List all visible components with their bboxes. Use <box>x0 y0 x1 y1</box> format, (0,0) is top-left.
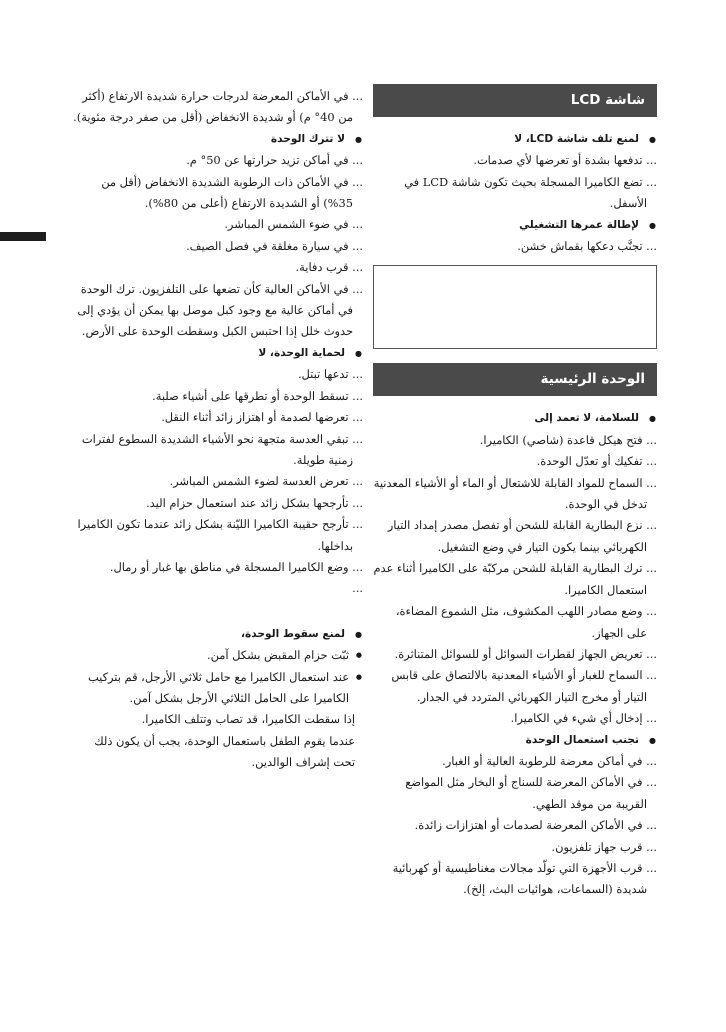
lcd-item-1: ... تدفعها بشدة أو تعرضها لأي صدمات. <box>473 153 657 168</box>
continued-item-1: ... في الأماكن المعرضة لدرجات حرارة شديدة الارتفاع (أكثر من 40° م) أو شديدة الانخفاض (أقل من صفر درجة مئوية). <box>73 89 363 125</box>
protect-item-9: ... <box>352 581 363 596</box>
avoid-item-1: ... في أماكن معرضة للرطوبة العالية أو الغبار. <box>442 753 657 768</box>
safety-item-4: ... نزع البطارية القابلة للشحن أو تفصل مصدر إمداد التيار الكهربائي بينما يكون التيار في وضع التشغيل. <box>387 518 657 554</box>
section-tab-marker <box>0 232 46 241</box>
protect-item-6: ... تأرجحها بشكل زائد عند استعمال حزام اليد. <box>146 495 363 510</box>
lcd-life-heading: ● لإطالة عمرها التشغيلي <box>373 215 657 236</box>
safety-heading: ● للسلامة، لا تعمد إلى <box>373 408 657 429</box>
empty-note-box <box>373 265 657 349</box>
protect-item-5: ... تعرض العدسة لضوء الشمس المباشر. <box>169 474 363 489</box>
right-column <box>373 84 657 901</box>
protect-unit-heading: ● لحماية الوحدة، لا <box>70 343 363 364</box>
prevent-fall-note-2: عندما يقوم الطفل باستعمال الوحدة، يجب أن يكون ذلك تحت إشراف الوالدين. <box>94 733 355 770</box>
protect-item-7: ... تأرجح حقيبة الكاميرا الليّنة بشكل زائد عندما تكون الكاميرا بداخلها. <box>77 517 363 553</box>
prevent-fall-note-1: إذا سقطت الكاميرا، قد تصاب وتتلف الكاميرا. <box>141 712 355 727</box>
safety-item-3: ... السماح للمواد القابلة للاشتعال أو الماء أو الأشياء المعدنية تدخل في الوحدة. <box>373 475 657 512</box>
lcd-life-item-1: ... تجنَّب دعكها بقماش خشن. <box>517 239 657 254</box>
prevent-fall-heading: ● لمنع سقوط الوحدة، <box>70 624 363 645</box>
dont-leave-item-2: ... في الأماكن ذات الرطوبة الشديدة الانخفاض (أقل من 35%) أو الشديدة الارتفاع (أعلى من 80%). <box>101 174 363 211</box>
dont-leave-item-3: ... في ضوء الشمس المباشر. <box>224 217 363 232</box>
dont-leave-heading: ● لا تترك الوحدة <box>70 129 363 150</box>
avoid-use-heading: ● تجنب استعمال الوحدة <box>373 730 657 751</box>
protect-item-8: ... وضع الكاميرا المسجلة في مناطق بها غبار أو رمال. <box>109 559 363 574</box>
safety-item-1: ... فتح هيكل قاعدة (شاصي) الكاميرا. <box>479 432 657 447</box>
safety-item-6: ... وضع مصادر اللهب المكشوف، مثل الشموع المضاءة، على الجهاز. <box>395 604 657 640</box>
avoid-item-3: ... في الأماكن المعرضة لصدمات أو اهتزازات زائدة. <box>414 818 657 833</box>
safety-item-7: ... تعريض الجهاز لقطرات السوائل أو للسوائل المتناثرة. <box>394 646 657 661</box>
main-unit-section-header: الوحدة الرئيسية <box>373 363 657 396</box>
safety-item-9: ... إدخال أي شيء في الكاميرا. <box>510 711 657 726</box>
avoid-item-4: ... قرب جهاز تلفزيون. <box>551 839 657 854</box>
lcd-section-header: شاشة LCD <box>373 84 657 117</box>
prevent-fall-item-2: ● عند استعمال الكاميرا مع حامل ثلاثي الأرجل، قم بتركيب الكاميرا على الحامل الثلاثي الأرجل بشكل آمن. <box>70 667 363 710</box>
left-column <box>70 86 363 774</box>
safety-item-8: ... السماح للغبار أو الأشياء المعدنية بالالتصاق على قابس التيار أو مخرج التيار الكهربائي المتردد في الجدار. <box>391 668 657 704</box>
protect-item-2: ... تسقط الوحدة أو تطرقها على أشياء صلبة. <box>152 388 363 403</box>
protect-item-1: ... تدعها تبتل. <box>297 367 363 382</box>
safety-item-2: ... تفكيك أو تعدّل الوحدة. <box>536 454 657 469</box>
lcd-item-2: ... تضع الكاميرا المسجلة بحيث تكون شاشة LCD في الأسفل. <box>404 174 657 211</box>
avoid-item-5: ... قرب الأجهزة التي تولّد مجالات مغناطيسية أو كهربائية شديدة (السماعات، هوائيات البث، إلخ). <box>392 860 657 897</box>
safety-item-5: ... ترك البطارية القابلة للشحن مركبّة على الكاميرا أثناء عدم استعمال الكاميرا. <box>373 561 657 597</box>
lcd-damage-heading: ● لمنع تلف شاشة LCD، لا <box>373 129 657 150</box>
protect-item-4: ... تبقي العدسة متجهة نحو الأشياء الشديدة السطوع لفترات زمنية طويلة. <box>81 431 363 467</box>
dont-leave-item-4: ... في سيارة مغلقة في فصل الصيف. <box>186 238 363 253</box>
dont-leave-item-5: ... قرب دفاية. <box>295 260 363 275</box>
dont-leave-item-6: ... في الأماكن العالية كأن تضعها على التلفزيون. ترك الوحدة في أماكن عالية مع وجود كبل موصل بها يمكن أن يؤدي إلى حدوث خلل إذا احتبس الكبل وسقطت الوحدة على الأرض. <box>77 281 363 339</box>
avoid-item-2: ... في الأماكن المعرضة للسناج أو البخار مثل المواضع القريبة من موقد الطهي. <box>405 775 657 811</box>
protect-item-3: ... تعرضها لصدمة أو اهتزاز زائد أثناء النقل. <box>161 410 363 425</box>
dont-leave-item-1: ... في أماكن تزيد حرارتها عن 50° م. <box>186 153 363 168</box>
prevent-fall-item-1: ● ثبّت حزام المقبض بشكل آمن. <box>70 645 363 666</box>
